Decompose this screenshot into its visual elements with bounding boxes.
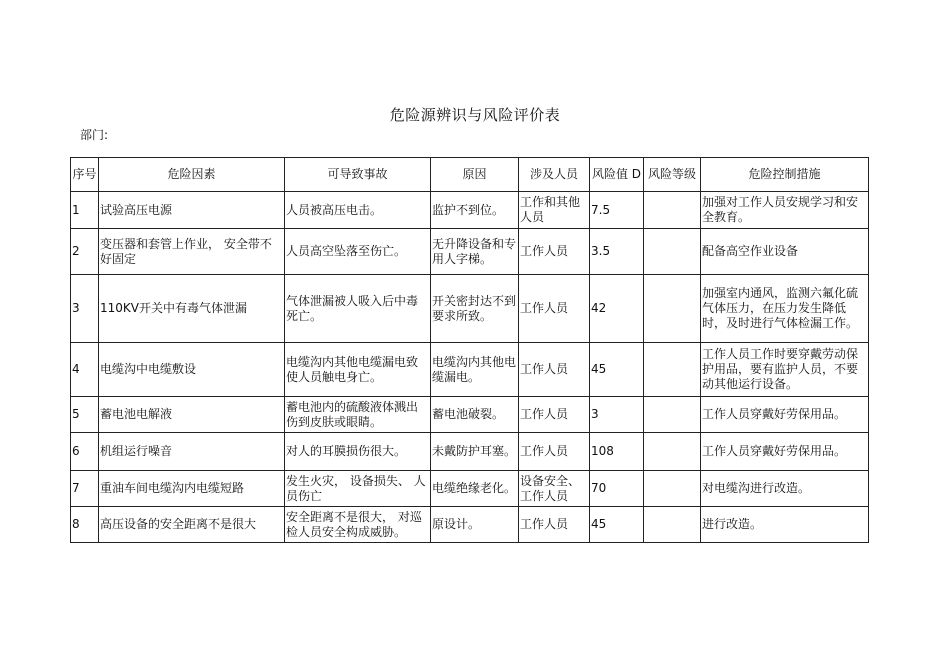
- cell-no: 7: [71, 471, 99, 507]
- header-risk-level: 风险等级: [644, 158, 701, 192]
- cell-control-measure: 加强室内通风，监测六氟化硫气体压力，在压力发生降低时，及时进行气体检漏工作。: [701, 275, 869, 343]
- cell-control-measure: 配备高空作业设备: [701, 229, 869, 275]
- cell-risk-level: [644, 397, 701, 433]
- cell-no: 1: [71, 192, 99, 229]
- cell-accident: 人员被高压电击。: [285, 192, 431, 229]
- cell-risk-value: 42: [590, 275, 644, 343]
- cell-risk-value: 108: [590, 433, 644, 471]
- cell-accident: 蓄电池内的硫酸液体溅出伤到皮肤或眼睛。: [285, 397, 431, 433]
- cell-risk-value: 7.5: [590, 192, 644, 229]
- department-label: 部门:: [80, 128, 109, 142]
- cell-cause: 监护不到位。: [431, 192, 519, 229]
- cell-personnel: 工作人员: [519, 507, 590, 543]
- cell-risk-value: 45: [590, 507, 644, 543]
- header-control-measure: 危险控制措施: [701, 158, 869, 192]
- cell-cause: 无升降设备和专用人字梯。: [431, 229, 519, 275]
- table-row: [71, 192, 869, 229]
- cell-risk-level: [644, 229, 701, 275]
- cell-risk-level: [644, 192, 701, 229]
- cell-personnel: 设备安全、工作人员: [519, 471, 590, 507]
- cell-personnel: 工作人员: [519, 397, 590, 433]
- cell-personnel: 工作人员: [519, 433, 590, 471]
- cell-cause: 电缆沟内其他电缆漏电。: [431, 343, 519, 397]
- cell-personnel: 工作人员: [519, 343, 590, 397]
- cell-personnel: 工作和其他人员: [519, 192, 590, 229]
- cell-no: 2: [71, 229, 99, 275]
- cell-factor: 试验高压电源: [99, 192, 285, 229]
- cell-no: 5: [71, 397, 99, 433]
- table-row: [71, 275, 869, 343]
- cell-control-measure: 工作人员工作时要穿戴劳动保护用品，要有监护人员，不要动其他运行设备。: [701, 343, 869, 397]
- table-row: [71, 433, 869, 471]
- cell-personnel: 工作人员: [519, 229, 590, 275]
- table-row: [71, 397, 869, 433]
- risk-assessment-table: [70, 157, 869, 543]
- cell-accident: 人员高空坠落至伤亡。: [285, 229, 431, 275]
- cell-no: 6: [71, 433, 99, 471]
- cell-control-measure: 进行改造。: [701, 507, 869, 543]
- cell-factor: 变压器和套管上作业， 安全带不好固定: [99, 229, 285, 275]
- cell-control-measure: 加强对工作人员安规学习和安全教育。: [701, 192, 869, 229]
- cell-cause: 电缆绝缘老化。: [431, 471, 519, 507]
- table-row: [71, 343, 869, 397]
- cell-factor: 机组运行噪音: [99, 433, 285, 471]
- cell-no: 8: [71, 507, 99, 543]
- table-row: [71, 229, 869, 275]
- cell-risk-value: 3.5: [590, 229, 644, 275]
- cell-factor: 电缆沟中电缆敷设: [99, 343, 285, 397]
- cell-risk-level: [644, 433, 701, 471]
- header-row: [71, 158, 869, 192]
- cell-factor: 110KV开关中有毒气体泄漏: [99, 275, 285, 343]
- cell-no: 4: [71, 343, 99, 397]
- cell-accident: 安全距离不是很大， 对巡检人员安全构成威胁。: [285, 507, 431, 543]
- cell-accident: 对人的耳膜损伤很大。: [285, 433, 431, 471]
- cell-factor: 高压设备的安全距离不是很大: [99, 507, 285, 543]
- header-risk-value: 风险值 D: [590, 158, 644, 192]
- cell-factor: 重油车间电缆沟内电缆短路: [99, 471, 285, 507]
- cell-accident: 电缆沟内其他电缆漏电致使人员触电身亡。: [285, 343, 431, 397]
- cell-risk-level: [644, 343, 701, 397]
- cell-control-measure: 工作人员穿戴好劳保用品。: [701, 397, 869, 433]
- cell-risk-level: [644, 471, 701, 507]
- table-row: [71, 507, 869, 543]
- table-header: [71, 158, 869, 192]
- header-factor: 危险因素: [99, 158, 285, 192]
- cell-cause: 开关密封达不到要求所致。: [431, 275, 519, 343]
- document-title: 危险源辨识与风险评价表: [389, 106, 561, 124]
- cell-risk-value: 45: [590, 343, 644, 397]
- cell-no: 3: [71, 275, 99, 343]
- cell-risk-level: [644, 275, 701, 343]
- header-no: 序号: [71, 158, 99, 192]
- cell-cause: 未戴防护耳塞。: [431, 433, 519, 471]
- header-personnel: 涉及人员: [519, 158, 590, 192]
- header-cause: 原因: [431, 158, 519, 192]
- cell-risk-value: 70: [590, 471, 644, 507]
- cell-factor: 蓄电池电解液: [99, 397, 285, 433]
- cell-risk-level: [644, 507, 701, 543]
- cell-accident: 气体泄漏被人吸入后中毒死亡。: [285, 275, 431, 343]
- table-row: [71, 471, 869, 507]
- cell-accident: 发生火灾， 设备损失、 人员伤亡: [285, 471, 431, 507]
- cell-personnel: 工作人员: [519, 275, 590, 343]
- cell-cause: 原设计。: [431, 507, 519, 543]
- header-accident: 可导致事故: [285, 158, 431, 192]
- cell-cause: 蓄电池破裂。: [431, 397, 519, 433]
- cell-control-measure: 对电缆沟进行改造。: [701, 471, 869, 507]
- cell-risk-value: 3: [590, 397, 644, 433]
- table-body: [71, 192, 869, 543]
- cell-control-measure: 工作人员穿戴好劳保用品。: [701, 433, 869, 471]
